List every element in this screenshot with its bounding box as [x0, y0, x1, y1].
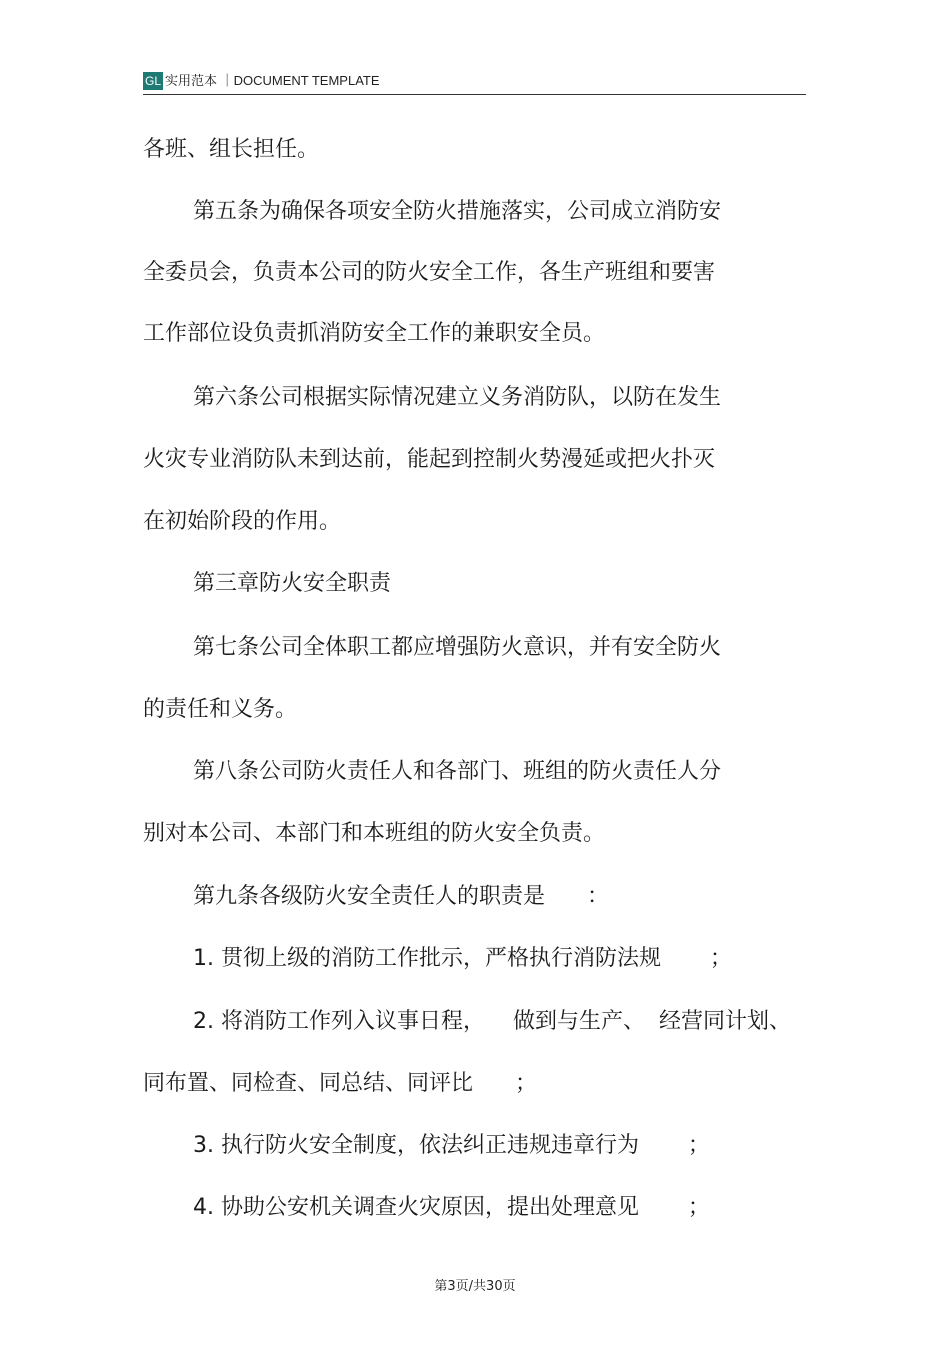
- list-item: 同布置、同检查、同总结、同评比 ；: [143, 1071, 537, 1096]
- paragraph-line: 的责任和义务。: [143, 697, 298, 722]
- paragraph-line: 各班、组长担任。: [143, 137, 320, 162]
- paragraph-line: 全委员会，负责本公司的防火安全工作，各生产班组和要害: [143, 260, 716, 285]
- paragraph-line: 第七条公司全体职工都应增强防火意识，并有安全防火: [193, 635, 722, 660]
- paragraph-line: 工作部位设负责抓消防安全工作的兼职安全员。: [143, 321, 606, 346]
- paragraph-line: 第五条为确保各项安全防火措施落实，公司成立消防安: [193, 199, 722, 224]
- page-number: 第3页/共30页: [434, 1279, 516, 1294]
- paragraph-line: 第九条各级防火安全责任人的职责是 ：: [193, 884, 609, 909]
- list-item: 1. 贯彻上级的消防工作批示，严格执行消防法规 ；: [193, 946, 732, 971]
- list-item: 4. 协助公安机关调查火灾原因，提出处理意见 ；: [193, 1195, 710, 1220]
- paragraph-line: 在初始阶段的作用。: [143, 509, 342, 534]
- logo: GL: [145, 74, 162, 88]
- chapter-title: 第三章防火安全职责: [193, 571, 392, 596]
- paragraph-line: 别对本公司、本部门和本班组的防火安全负责。: [143, 821, 606, 846]
- paragraph-line: 第八条公司防火责任人和各部门、班组的防火责任人分: [193, 759, 722, 784]
- header-title: 实用范本 ｜DOCUMENT TEMPLATE: [165, 73, 380, 88]
- list-item: 2. 将消防工作列入议事日程， 做到与生产、 经营同计划、: [193, 1009, 791, 1034]
- paragraph-line: 火灾专业消防队未到达前，能起到控制火势漫延或把火扑灭: [143, 447, 716, 472]
- list-item: 3. 执行防火安全制度，依法纠正违规违章行为 ；: [193, 1133, 710, 1158]
- paragraph-line: 第六条公司根据实际情况建立义务消防队，以防在发生: [193, 385, 722, 410]
